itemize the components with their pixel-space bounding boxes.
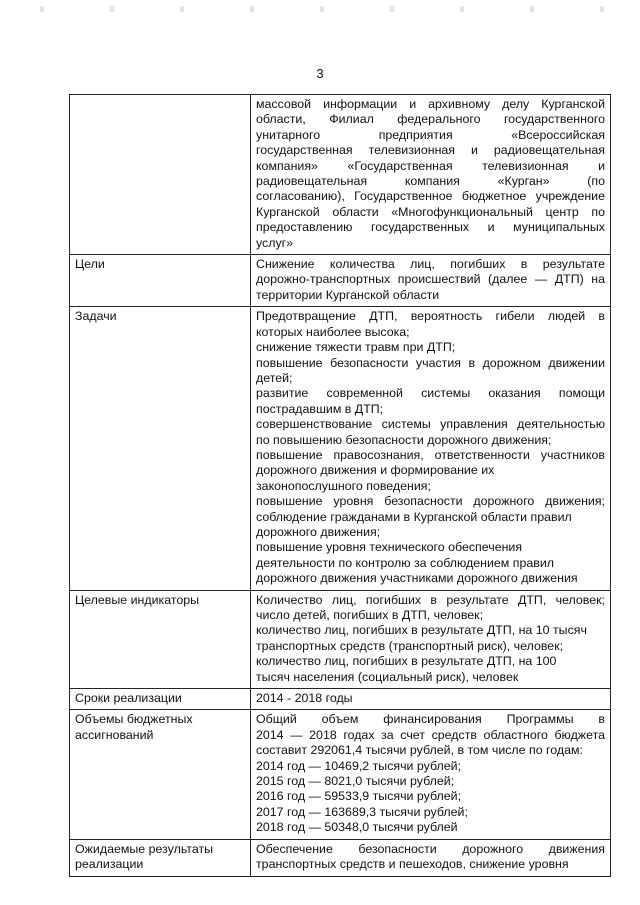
row-value-cell [251,95,611,255]
row-value-line: по повышению безопасности дорожного движения; [256,432,552,447]
table-row [70,590,611,688]
row-value-line: законопослушного поведения; [256,478,431,493]
page-number: 3 [316,66,324,81]
row-value-line: число детей, погибших в ДТП, человек; [256,608,484,622]
row-value-cell [251,710,611,839]
table-row [70,307,611,590]
row-value-line: деятельности по контролю за соблюдением правил [256,555,554,570]
row-value-line: 2014 — 2018 годах за счет средств областного бюджета [256,727,605,742]
row-value-line: унитарного предприятия «Всероссийская [256,127,605,142]
row-value-line: количество лиц, погибших в результате ДТП, на 100 [256,654,557,669]
row-value-line: радиовещательная компания «Курган» (по [256,174,605,189]
row-value-line: детей; [256,370,293,385]
row-value-line: которых наиболее высока; [256,324,410,339]
row-value-line: 2017 год — 163689,3 тысячи рублей; [256,804,468,819]
row-value-line: повышение правосознания, ответственности участников [256,447,605,462]
row-value-cell [251,307,611,590]
row-value-cell [251,255,611,307]
row-value-line: повышение безопасности участия в дорожном движении [256,355,605,370]
table-row [70,839,611,876]
row-value-line: массовой информации и архивному делу Курганской [256,97,605,111]
program-passport-table [69,94,611,877]
row-label: Задачи [75,309,117,324]
row-value-line: Курганской области «Многофункциональный центр по [256,204,605,219]
row-value-line: Общий объем финансирования Программы в [256,712,605,727]
row-value-line: Снижение количества лиц, погибших в результате [256,257,605,272]
row-value-line: 2018 год — 50348,0 тысячи рублей [256,820,458,835]
row-value-line: 2014 год — 10469,2 тысячи рублей; [256,758,462,773]
row-value-line: соблюдение гражданами в Курганской области правил [256,509,572,524]
row-value-line: тысяч населения (социальный риск), человек [256,669,519,684]
row-value-cell [251,839,611,876]
row-label: Целевые индикаторы [75,592,200,607]
row-value-line: предоставлению государственных и муниципальных [256,220,605,235]
table-row [70,95,611,255]
row-value-line: пострадавшим в ДТП; [256,401,384,416]
row-label-cell [70,710,251,839]
row-value-line: дорожно-транспортных происшествий (далее — ДТП) на [256,272,605,287]
row-label: Цели [75,257,105,272]
row-value-line: 2015 год — 8021,0 тысячи рублей; [256,774,455,789]
row-label-cell [70,95,251,255]
row-value-line: компания» «Государственная телевизионная и [256,158,605,173]
row-value-line: дорожного движения участниками дорожного движения [256,571,578,586]
row-value-cell [251,590,611,688]
table-row [70,689,611,710]
row-value-line: государственная телевизионная и радиовещательная [256,143,605,158]
row-value-line: области, Филиал федерального государственного [256,112,605,127]
row-value-line: 2016 год — 59533,9 тысячи рублей; [256,789,462,804]
table-row [70,710,611,839]
scan-artifact [0,6,640,12]
row-label-cell [70,307,251,590]
row-value-line: развитие современной системы оказания помощи [256,386,605,401]
row-label-cell [70,255,251,307]
row-value-cell [251,689,611,710]
row-label-cell [70,839,251,876]
row-value-line: транспортных средств (транспортный риск), человек; [256,638,564,653]
row-label: Сроки реализации [75,691,182,706]
row-value-line: Обеспечение безопасности дорожного движения [256,841,605,856]
row-value-line: дорожного движения; [256,524,381,539]
row-value-line: согласованию), Государственное бюджетное учреждение [256,189,605,204]
row-value-line: услуг» [256,235,294,250]
row-value-line: количество лиц, погибших в результате ДТП, на 10 тысяч [256,623,587,638]
row-value-line: 2014 - 2018 годы [256,691,353,706]
table-row [70,255,611,307]
row-value-line: составит 292061,4 тысячи рублей, в том числе по годам: [256,743,583,758]
row-label: Ожидаемые результаты реализации [75,841,214,872]
row-label: Объемы бюджетных ассигнований [75,712,193,742]
row-value-line: снижение тяжести травм при ДТП; [256,340,456,355]
row-value-line: территории Курганской области [256,287,440,302]
row-value-line: повышение уровня безопасности дорожного движения; [256,494,605,509]
row-value-line: Предотвращение ДТП, вероятность гибели людей в [256,309,605,324]
row-label-cell [70,590,251,688]
row-value-line: повышение уровня технического обеспечения [256,540,523,555]
table-body [70,95,611,877]
row-value-line: совершенствование системы управления деятельностью [256,417,605,432]
row-value-line: дорожного движения и формирование их [256,463,495,478]
row-value-line: Количество лиц, погибших в результате ДТП, человек; [256,592,605,607]
row-label-cell [70,689,251,710]
row-value-line: транспортных средств и пешеходов, снижение уровня [256,857,569,872]
